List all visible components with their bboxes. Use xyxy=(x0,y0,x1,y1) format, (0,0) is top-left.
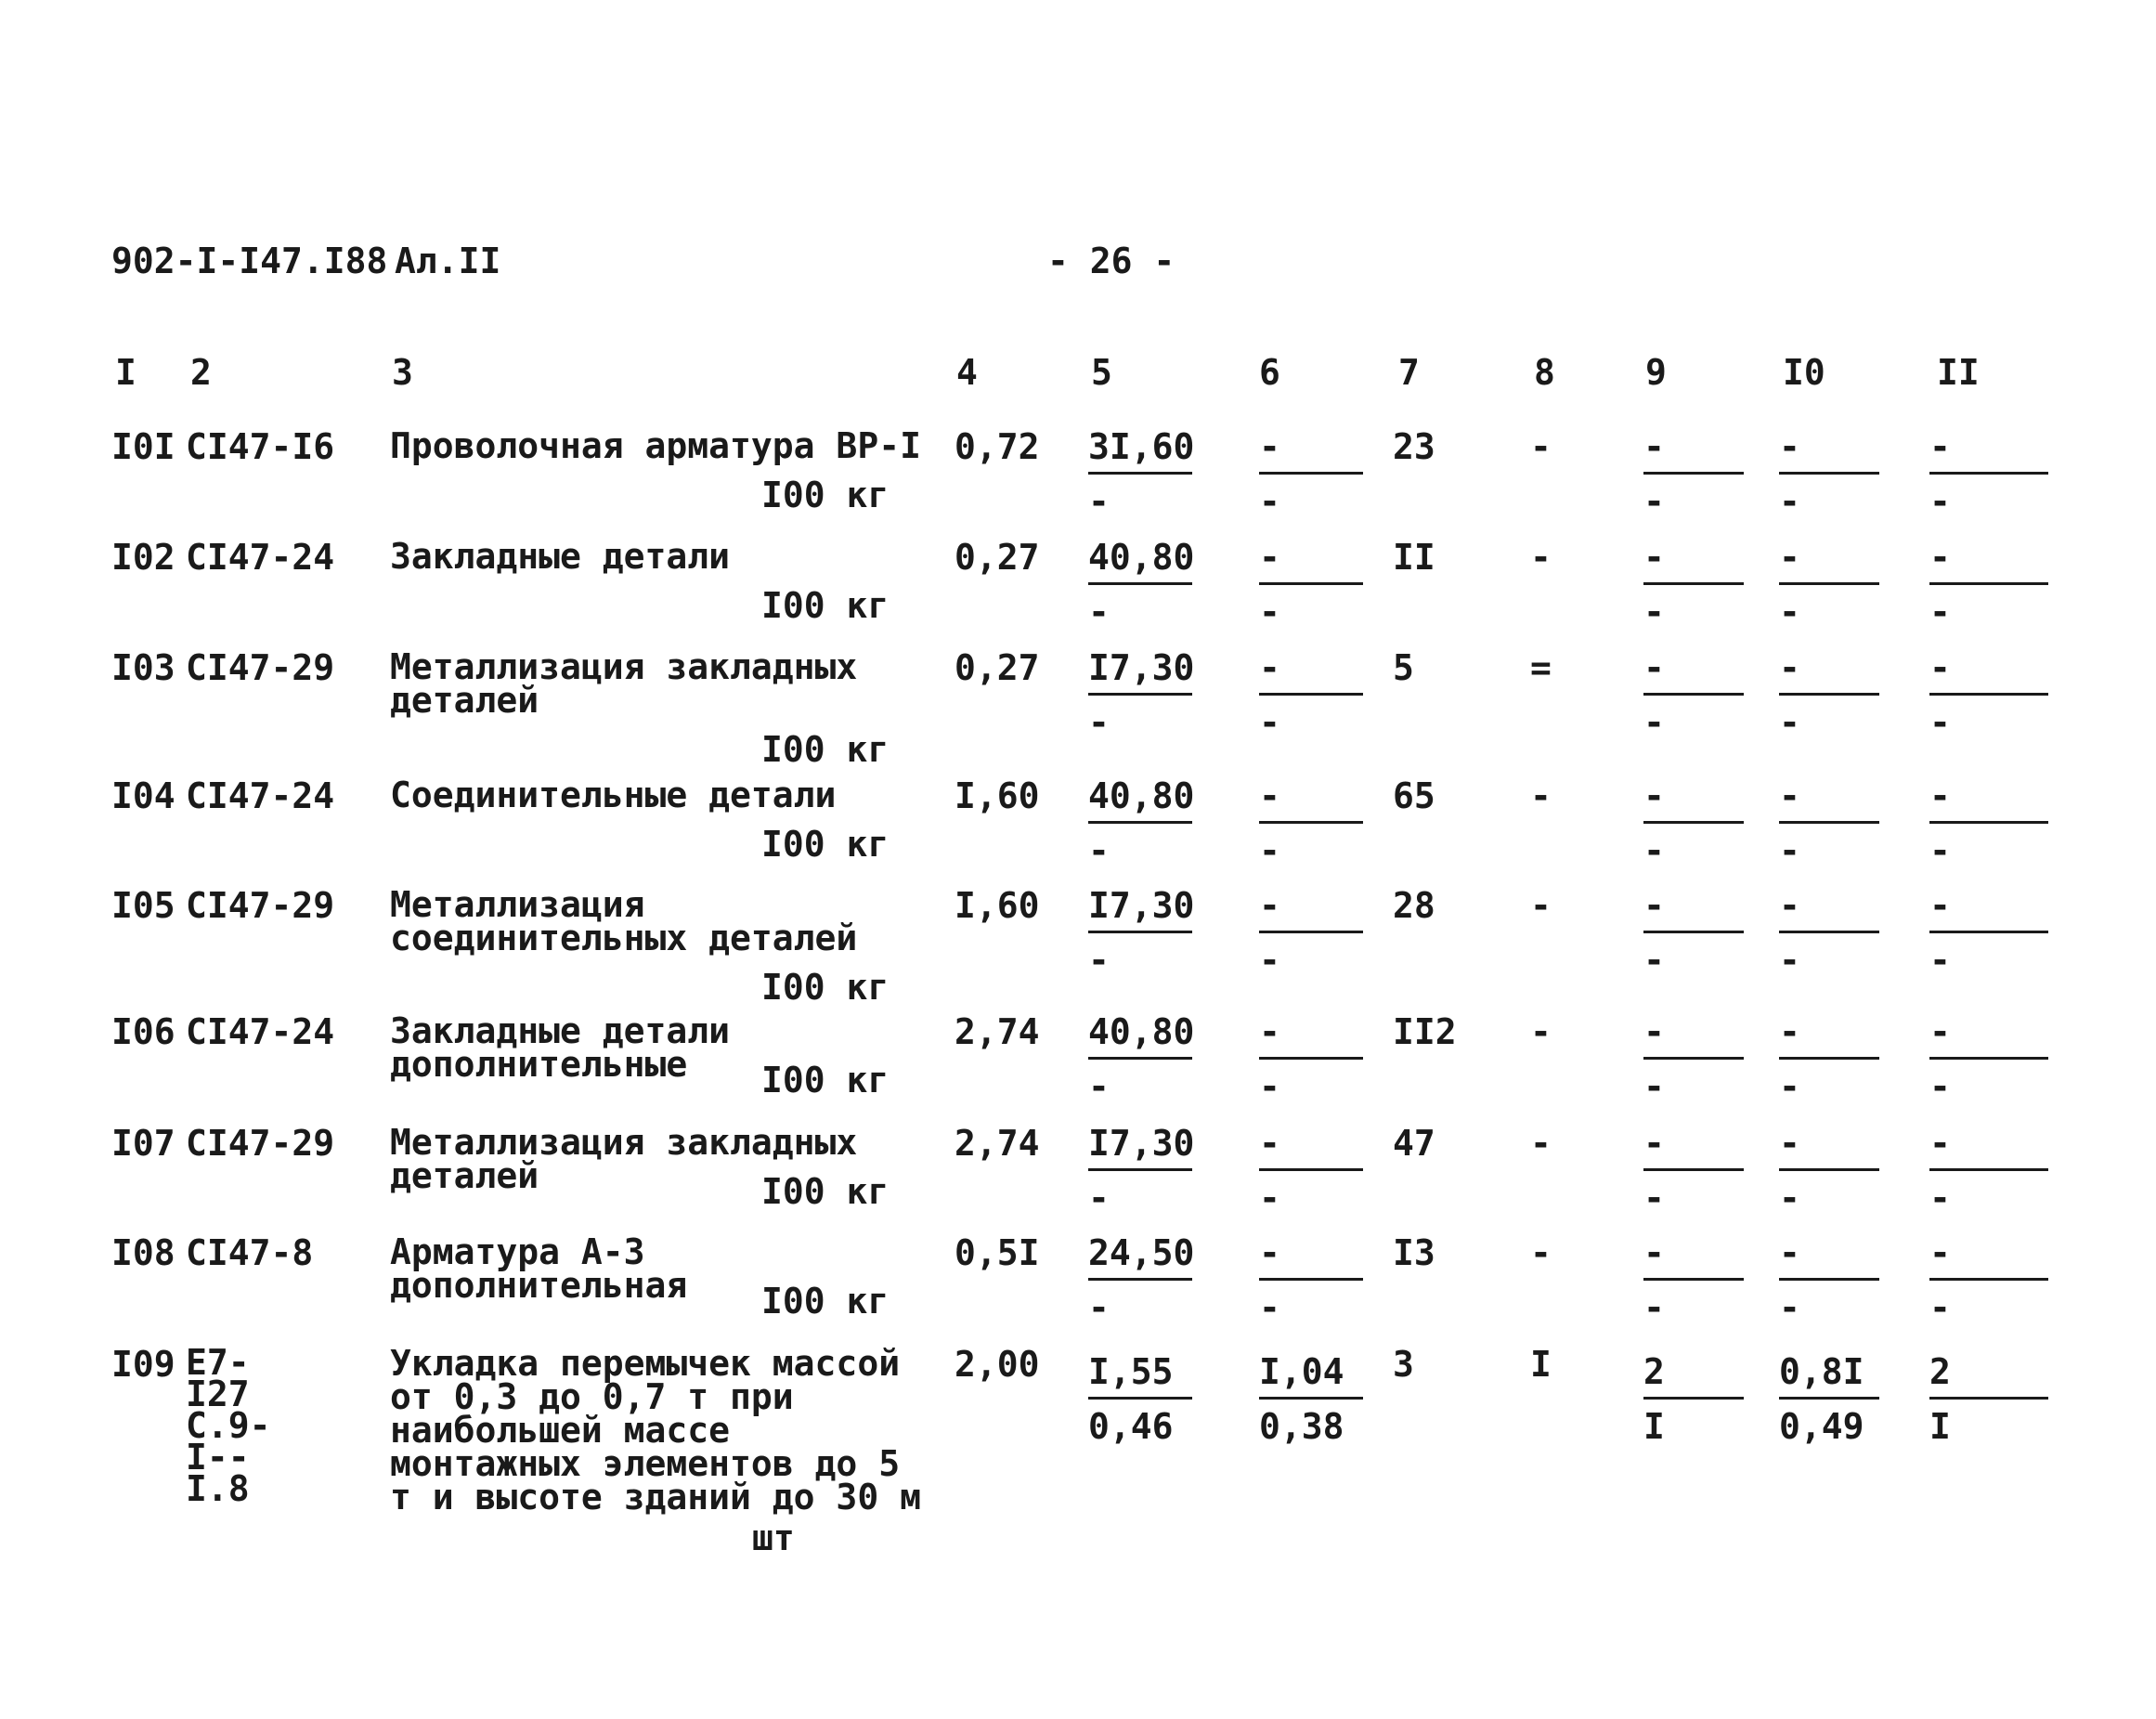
c5-fraction xyxy=(1088,775,1195,871)
col7-value: 5 xyxy=(1393,647,1414,688)
c5-denominator: - xyxy=(1088,702,1110,743)
c11-fraction xyxy=(1929,1351,2048,1447)
fraction-line xyxy=(1259,582,1363,585)
c6-denominator: - xyxy=(1259,592,1280,632)
row-code: СI47-29 xyxy=(186,885,335,926)
c6-numerator: - xyxy=(1259,1232,1280,1273)
c9-fraction xyxy=(1643,537,1744,632)
row-description: Проволочная арматура ВР-I xyxy=(390,425,921,466)
fraction-line xyxy=(1088,1168,1192,1171)
row-description: Укладка перемычек массой от 0,3 до 0,7 т при наибольшей массе монтажных элементов до 5 т и высоте зданий до 30 м xyxy=(390,1343,921,1517)
c9-fraction xyxy=(1643,775,1744,871)
row-unit: I00 кг xyxy=(761,1171,890,1212)
col8-value: - xyxy=(1530,1123,1552,1164)
col-header-2: 2 xyxy=(190,352,212,393)
col8-value: - xyxy=(1530,775,1552,816)
c10-denominator: - xyxy=(1779,592,1800,632)
row-quantity: I,60 xyxy=(955,885,1040,926)
c9-denominator: - xyxy=(1643,940,1665,981)
fraction-line xyxy=(1088,472,1192,475)
c11-fraction xyxy=(1929,775,2048,871)
col8-value: - xyxy=(1530,1011,1552,1052)
c10-fraction xyxy=(1779,426,1879,522)
c9-fraction xyxy=(1643,647,1744,743)
fraction-line xyxy=(1929,582,2048,585)
col-header-7: 7 xyxy=(1398,352,1420,393)
fraction-line xyxy=(1088,1397,1192,1400)
c5-fraction xyxy=(1088,1232,1195,1328)
c5-numerator: 24,50 xyxy=(1088,1232,1195,1273)
c5-numerator: I7,30 xyxy=(1088,1123,1195,1164)
c5-fraction xyxy=(1088,885,1195,981)
fraction-line xyxy=(1259,693,1363,696)
c9-numerator: - xyxy=(1643,775,1665,816)
row-quantity: 0,27 xyxy=(955,647,1040,688)
row-number: I06 xyxy=(111,1011,175,1052)
row-unit: I00 кг xyxy=(761,729,890,770)
row-unit: I00 кг xyxy=(761,1281,890,1322)
row-description: Металлизация закладных деталей xyxy=(390,646,858,721)
c10-fraction xyxy=(1779,1123,1879,1218)
c10-denominator: - xyxy=(1779,481,1800,522)
c9-fraction xyxy=(1643,1123,1744,1218)
c6-fraction xyxy=(1259,1351,1363,1447)
c5-denominator: - xyxy=(1088,481,1110,522)
fraction-line xyxy=(1929,1397,2048,1400)
col8-value: - xyxy=(1530,1232,1552,1273)
c10-denominator: - xyxy=(1779,940,1800,981)
c11-denominator: - xyxy=(1929,940,1951,981)
c6-fraction xyxy=(1259,647,1363,743)
row-quantity: 0,72 xyxy=(955,426,1040,467)
c6-numerator: - xyxy=(1259,775,1280,816)
c5-numerator: 40,80 xyxy=(1088,775,1195,816)
row-unit: I00 кг xyxy=(761,475,890,515)
c11-fraction xyxy=(1929,885,2048,981)
row-quantity: 0,27 xyxy=(955,537,1040,578)
c9-numerator: 2 xyxy=(1643,1351,1665,1392)
c9-denominator: - xyxy=(1643,1178,1665,1218)
c11-denominator: I xyxy=(1929,1406,1951,1447)
c6-numerator: - xyxy=(1259,1123,1280,1164)
fraction-line xyxy=(1643,931,1744,933)
c6-denominator: - xyxy=(1259,830,1280,871)
c5-fraction xyxy=(1088,1123,1195,1218)
c11-fraction xyxy=(1929,1232,2048,1328)
col-header-8: 8 xyxy=(1534,352,1555,393)
c9-numerator: - xyxy=(1643,885,1665,926)
doc-code: 902-I-I47.I88 xyxy=(111,241,388,281)
row-unit: I00 кг xyxy=(761,824,890,865)
c9-fraction xyxy=(1643,1232,1744,1328)
c10-numerator: 0,8I xyxy=(1779,1351,1864,1392)
fraction-line xyxy=(1779,1397,1879,1400)
fraction-line xyxy=(1929,1168,2048,1171)
c10-numerator: - xyxy=(1779,537,1800,578)
c9-numerator: - xyxy=(1643,647,1665,688)
c10-denominator: 0,49 xyxy=(1779,1406,1864,1447)
col-header-1: I xyxy=(115,352,136,393)
page-number: - 26 - xyxy=(1047,241,1175,281)
c5-numerator: 40,80 xyxy=(1088,1011,1195,1052)
col-header-3: 3 xyxy=(392,352,413,393)
fraction-line xyxy=(1259,1278,1363,1281)
col7-value: 47 xyxy=(1393,1123,1435,1164)
fraction-line xyxy=(1643,821,1744,824)
fraction-line xyxy=(1779,582,1879,585)
c11-denominator: - xyxy=(1929,1066,1951,1107)
row-unit: I00 кг xyxy=(761,1060,890,1100)
col-header-10: I0 xyxy=(1783,352,1825,393)
c9-fraction xyxy=(1643,1011,1744,1107)
c10-numerator: - xyxy=(1779,885,1800,926)
c11-denominator: - xyxy=(1929,830,1951,871)
c11-denominator: - xyxy=(1929,702,1951,743)
row-number: I0I xyxy=(111,426,175,467)
fraction-line xyxy=(1779,472,1879,475)
col8-value: = xyxy=(1530,647,1552,688)
row-description: Металлизация соединительных деталей xyxy=(390,884,858,958)
c10-denominator: - xyxy=(1779,1287,1800,1328)
fraction-line xyxy=(1088,582,1192,585)
fraction-line xyxy=(1929,693,2048,696)
col-header-9: 9 xyxy=(1645,352,1667,393)
c6-denominator: - xyxy=(1259,481,1280,522)
row-number: I05 xyxy=(111,885,175,926)
c5-denominator: 0,46 xyxy=(1088,1406,1174,1447)
c6-denominator: - xyxy=(1259,1066,1280,1107)
fraction-line xyxy=(1259,1057,1363,1060)
c5-numerator: 3I,60 xyxy=(1088,426,1195,467)
row-number: I09 xyxy=(111,1344,175,1385)
fraction-line xyxy=(1088,693,1192,696)
c6-numerator: - xyxy=(1259,426,1280,467)
c10-fraction xyxy=(1779,1232,1879,1328)
c10-numerator: - xyxy=(1779,647,1800,688)
fraction-line xyxy=(1779,693,1879,696)
c9-denominator: - xyxy=(1643,1066,1665,1107)
c11-numerator: 2 xyxy=(1929,1351,1951,1392)
c5-fraction xyxy=(1088,1351,1192,1447)
row-code: СI47-24 xyxy=(186,775,335,816)
c10-numerator: - xyxy=(1779,1232,1800,1273)
c10-fraction xyxy=(1779,775,1879,871)
c6-fraction xyxy=(1259,537,1363,632)
c6-numerator: I,04 xyxy=(1259,1351,1344,1392)
row-number: I02 xyxy=(111,537,175,578)
col7-value: I3 xyxy=(1393,1232,1435,1273)
fraction-line xyxy=(1088,821,1192,824)
c6-denominator: - xyxy=(1259,1287,1280,1328)
c6-denominator: - xyxy=(1259,702,1280,743)
c11-numerator: - xyxy=(1929,426,1951,467)
c5-denominator: - xyxy=(1088,1066,1110,1107)
c9-numerator: - xyxy=(1643,1232,1665,1273)
col7-value: 23 xyxy=(1393,426,1435,467)
c5-fraction xyxy=(1088,426,1195,522)
c6-denominator: - xyxy=(1259,1178,1280,1218)
c9-numerator: - xyxy=(1643,1123,1665,1164)
col-header-5: 5 xyxy=(1091,352,1112,393)
c9-fraction xyxy=(1643,1351,1744,1447)
row-unit: шт xyxy=(752,1517,795,1558)
c6-fraction xyxy=(1259,885,1363,981)
fraction-line xyxy=(1779,931,1879,933)
c11-numerator: - xyxy=(1929,1232,1951,1273)
row-quantity: 2,74 xyxy=(955,1123,1040,1164)
c6-fraction xyxy=(1259,426,1363,522)
c6-denominator: 0,38 xyxy=(1259,1406,1344,1447)
c5-fraction xyxy=(1088,647,1195,743)
c11-numerator: - xyxy=(1929,1011,1951,1052)
row-code: СI47-29 xyxy=(186,647,335,688)
c10-numerator: - xyxy=(1779,426,1800,467)
c11-fraction xyxy=(1929,1123,2048,1218)
fraction-line xyxy=(1088,1057,1192,1060)
c5-numerator: I7,30 xyxy=(1088,885,1195,926)
c9-denominator: - xyxy=(1643,1287,1665,1328)
c5-numerator: 40,80 xyxy=(1088,537,1195,578)
c6-fraction xyxy=(1259,1011,1363,1107)
c5-denominator: - xyxy=(1088,592,1110,632)
col-header-11: II xyxy=(1937,352,1980,393)
c10-denominator: - xyxy=(1779,1178,1800,1218)
fraction-line xyxy=(1779,1278,1879,1281)
c5-numerator: I7,30 xyxy=(1088,647,1195,688)
col-header-4: 4 xyxy=(956,352,978,393)
fraction-line xyxy=(1259,472,1363,475)
c11-numerator: - xyxy=(1929,885,1951,926)
c10-denominator: - xyxy=(1779,830,1800,871)
c10-numerator: - xyxy=(1779,1123,1800,1164)
col7-value: 28 xyxy=(1393,885,1435,926)
c11-denominator: - xyxy=(1929,1178,1951,1218)
c6-numerator: - xyxy=(1259,1011,1280,1052)
row-quantity: 2,00 xyxy=(955,1344,1040,1385)
c9-denominator: - xyxy=(1643,830,1665,871)
fraction-line xyxy=(1259,1168,1363,1171)
c6-fraction xyxy=(1259,1232,1363,1328)
fraction-line xyxy=(1779,821,1879,824)
fraction-line xyxy=(1643,1397,1744,1400)
row-unit: I00 кг xyxy=(761,967,890,1008)
fraction-line xyxy=(1929,1057,2048,1060)
c9-denominator: I xyxy=(1643,1406,1665,1447)
fraction-line xyxy=(1259,1397,1363,1400)
row-number: I04 xyxy=(111,775,175,816)
fraction-line xyxy=(1643,472,1744,475)
row-code: СI47-29 xyxy=(186,1123,335,1164)
c11-fraction xyxy=(1929,647,2048,743)
c9-fraction xyxy=(1643,426,1744,522)
c11-numerator: - xyxy=(1929,1123,1951,1164)
row-description: Металлизация закладных деталей xyxy=(390,1122,858,1196)
c9-numerator: - xyxy=(1643,426,1665,467)
row-unit: I00 кг xyxy=(761,585,890,626)
c5-denominator: - xyxy=(1088,940,1110,981)
fraction-line xyxy=(1779,1168,1879,1171)
c5-denominator: - xyxy=(1088,830,1110,871)
fraction-line xyxy=(1643,1168,1744,1171)
fraction-line xyxy=(1088,1278,1192,1281)
c11-denominator: - xyxy=(1929,1287,1951,1328)
row-code: СI47-24 xyxy=(186,1011,335,1052)
c10-denominator: - xyxy=(1779,702,1800,743)
row-code: СI47-24 xyxy=(186,537,335,578)
row-code: СI47-8 xyxy=(186,1232,314,1273)
fraction-line xyxy=(1929,931,2048,933)
c10-numerator: - xyxy=(1779,1011,1800,1052)
c11-numerator: - xyxy=(1929,537,1951,578)
fraction-line xyxy=(1643,1278,1744,1281)
c5-denominator: - xyxy=(1088,1178,1110,1218)
c9-numerator: - xyxy=(1643,1011,1665,1052)
c11-denominator: - xyxy=(1929,481,1951,522)
c9-fraction xyxy=(1643,885,1744,981)
fraction-line xyxy=(1259,931,1363,933)
c5-fraction xyxy=(1088,1011,1195,1107)
c10-fraction xyxy=(1779,885,1879,981)
c6-fraction xyxy=(1259,775,1363,871)
col7-value: 3 xyxy=(1393,1344,1414,1385)
fraction-line xyxy=(1259,821,1363,824)
row-description: Закладные детали xyxy=(390,536,731,577)
c11-fraction xyxy=(1929,537,2048,632)
c10-denominator: - xyxy=(1779,1066,1800,1107)
col7-value: 65 xyxy=(1393,775,1435,816)
c10-fraction xyxy=(1779,537,1879,632)
c9-denominator: - xyxy=(1643,481,1665,522)
row-number: I08 xyxy=(111,1232,175,1273)
c5-fraction xyxy=(1088,537,1195,632)
fraction-line xyxy=(1643,1057,1744,1060)
c11-fraction xyxy=(1929,426,2048,522)
row-description: Арматура А-3 дополнительная xyxy=(390,1231,688,1306)
c11-numerator: - xyxy=(1929,775,1951,816)
c10-fraction xyxy=(1779,1011,1879,1107)
fraction-line xyxy=(1929,472,2048,475)
c11-fraction xyxy=(1929,1011,2048,1107)
col7-value: II2 xyxy=(1393,1011,1457,1052)
c11-denominator: - xyxy=(1929,592,1951,632)
c6-numerator: - xyxy=(1259,537,1280,578)
row-code: СI47-I6 xyxy=(186,426,335,467)
c6-numerator: - xyxy=(1259,647,1280,688)
row-number: I07 xyxy=(111,1123,175,1164)
c9-numerator: - xyxy=(1643,537,1665,578)
row-number: I03 xyxy=(111,647,175,688)
fraction-line xyxy=(1643,693,1744,696)
c9-denominator: - xyxy=(1643,592,1665,632)
row-description: Закладные детали дополнительные xyxy=(390,1010,731,1085)
c10-fraction xyxy=(1779,647,1879,743)
fraction-line xyxy=(1779,1057,1879,1060)
c9-denominator: - xyxy=(1643,702,1665,743)
col7-value: II xyxy=(1393,537,1435,578)
row-quantity: 2,74 xyxy=(955,1011,1040,1052)
c6-numerator: - xyxy=(1259,885,1280,926)
col8-value: I xyxy=(1530,1344,1552,1385)
c6-fraction xyxy=(1259,1123,1363,1218)
col-header-6: 6 xyxy=(1259,352,1280,393)
c5-denominator: - xyxy=(1088,1287,1110,1328)
col8-value: - xyxy=(1530,537,1552,578)
c10-fraction xyxy=(1779,1351,1879,1447)
row-quantity: 0,5I xyxy=(955,1232,1040,1273)
col8-value: - xyxy=(1530,426,1552,467)
album-number: Ал.II xyxy=(395,241,501,281)
c10-numerator: - xyxy=(1779,775,1800,816)
c5-numerator: I,55 xyxy=(1088,1351,1174,1392)
fraction-line xyxy=(1929,821,2048,824)
c6-denominator: - xyxy=(1259,940,1280,981)
fraction-line xyxy=(1088,931,1192,933)
col8-value: - xyxy=(1530,885,1552,926)
c11-numerator: - xyxy=(1929,647,1951,688)
fraction-line xyxy=(1929,1278,2048,1281)
row-description: Соединительные детали xyxy=(390,775,837,815)
fraction-line xyxy=(1643,582,1744,585)
row-quantity: I,60 xyxy=(955,775,1040,816)
row-code: Е7-I27 С.9-I--I.8 xyxy=(186,1342,271,1509)
